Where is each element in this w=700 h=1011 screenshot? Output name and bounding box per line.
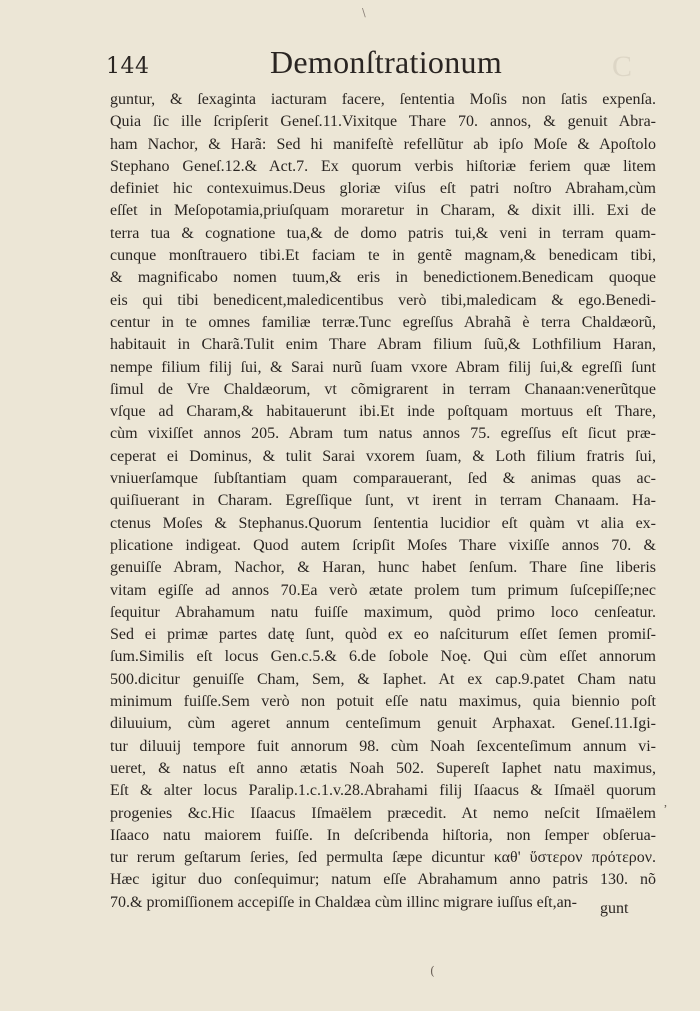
text-line: Iſaaco natu maiorem fuiſſe. In deſcribenda hiſtoria, non ſemper obſerua- [110,826,656,844]
top-margin-mark: \ [362,6,366,19]
body-text [110,89,656,914]
text-line: eis qui tibi benedicent,maledicentibus verò tibi,maledicam & ego.Benedi- [110,291,656,309]
page-number: 144 [106,54,150,79]
bleed-through-letter: C [612,50,633,83]
text-line: tur rerum geſtarum ſeries, ſed permulta ſæpe dicuntur καθ' ὕστερον πρότερον. [110,849,656,867]
text-line: eſſet in Meſopotamia,priuſquam moraretur in Charam, & dixit illi. Exi de [110,202,656,220]
text-line: ceperat ei Dominus, & tulit Sarai vxorem ſuam, & Loth filium fratris ſui, [110,447,656,465]
page-header [104,44,664,88]
right-margin-mark: , [664,795,667,809]
catchword: gunt [600,900,629,917]
text-line: ctenus Moſes & Stephanus.Quorum ſententia lucidior eſt quàm vt alia ex- [110,514,656,532]
text-line: Quia ſic ille ſcripſerit Geneſ.11.Vixitque Thare 70. annos, & genuit Abra- [110,113,656,131]
text-line: ueret, & natus eſt anno ætatis Noah 502. Supereſt Iaphet natu maximus, [110,759,656,777]
text-line: ſequitur Abrahamum natu fuiſſe maximum, quòd primo loco cenſeatur. [110,603,656,621]
text-line: quiſiuerant in Charam. Egreſſique ſunt, vt irent in terram Chanaam. Ha- [110,492,656,510]
bottom-margin-mark: ( [430,964,435,978]
text-line: 70.& promiſſionem accepiſſe in Chaldæa cùm illinc migrare iuſſus eſt,an- [110,893,577,911]
text-line: habitauit in Charã.Tulit enim Thare Abram filium ſuũ,& Lothfilium Haran, [110,336,656,354]
text-line: cùm vixiſſet annos 205. Abram tum natus annos 75. egreſſus eſt ſicut præ- [110,425,656,443]
text-line: Hæc igitur duo conſequimur; natum eſſe Abrahamum anno patris 130. nõ [110,871,656,889]
text-line: cunque monſtrauero tibi.Et faciam te in gentẽ magnam,& benedicam tibi, [110,247,656,265]
text-line: genuiſſe Abram, Nachor, & Haran, hunc habet ſenſum. Thare ſine liberis [110,559,656,577]
text-line: diluuium, cùm ageret annum centeſimum genuit Arphaxat. Geneſ.11.Igi- [110,715,656,733]
text-line: guntur, & ſexaginta iacturam facere, ſententia Moſis non ſatis expenſa. [110,91,656,108]
text-line: Stephano Geneſ.12.& Act.7. Ex quorum verbis hiſtoriæ feriem quæ litem [110,157,656,175]
text-line: ham Nachor, & Harã: Sed hi manifeſtè refellũtur ab ipſo Moſe & Apoſtolo [110,135,656,153]
text-line: centur in te omnes familiæ terræ.Tunc egreſſus Abrahã è terra Chaldæorũ, [110,313,656,331]
text-line: terra tua & cognatione tua,& de domo patris tui,& veni in terram quam- [110,224,656,242]
text-line: vſque ad Charam,& habitauerunt ibi.Et inde poſtquam mortuus eſt Thare, [110,403,656,421]
text-line: ſimul de Vre Chaldæorum, vt cõmigrarent in terram Chanaan:venerũtque [110,380,656,398]
text-line: plicatione indigeat. Quod autem ſcripſit Moſes Thare vixiſſe annos 70. & [110,536,656,554]
text-line: 500.dicitur genuiſſe Cham, Sem, & Iaphet. At ex cap.9.patet Cham natu [110,670,656,688]
text-line: definiet hic contexuimus.Deus gloriæ viſus eſt patri noſtro Abraham,cùm [110,180,656,198]
text-line: vitam egiſſe ad annos 70.Ea verò ætate prolem tum primum ſuſcepiſſe;nec [110,581,656,599]
text-line: nempe filium filij ſui, & Sarai nurũ ſuam vxore Abram filij ſui,& egreſſi ſunt [110,358,656,376]
text-line: vniuerſamque ſubſtantiam quam comparauerant, ſed & animas quas ac- [110,470,656,488]
text-line: ſum.Similis eſt locus Gen.c.5.& 6.de ſobole Noę. Qui cùm eſſet annorum [110,648,656,666]
text-line: progenies &c.Hic Iſaacus Iſmaëlem præcedit. At nemo neſcit Iſmaëlem [110,804,656,822]
text-line: Sed ei primæ partes datę ſunt, quòd ex eo naſciturum eſſet ſemen promiſ- [110,626,656,644]
text-line: minimum fuiſſe.Sem verò non potuit eſſe natu maximus, quia biennio poſt [110,693,656,711]
running-title: Demonſtrationum [270,44,503,80]
text-line: Eſt & alter locus Paralip.1.c.1.v.28.Abrahami filij Iſaacus & Iſmaël quorum [110,782,656,800]
text-line: tur diluuij tempore fuit annorum 98. cùm Noah ſexcenteſimum annum vi- [110,737,656,755]
text-line: & magnificabo nomen tuum,& eris in benedictionem.Benedicam quoque [110,269,656,287]
